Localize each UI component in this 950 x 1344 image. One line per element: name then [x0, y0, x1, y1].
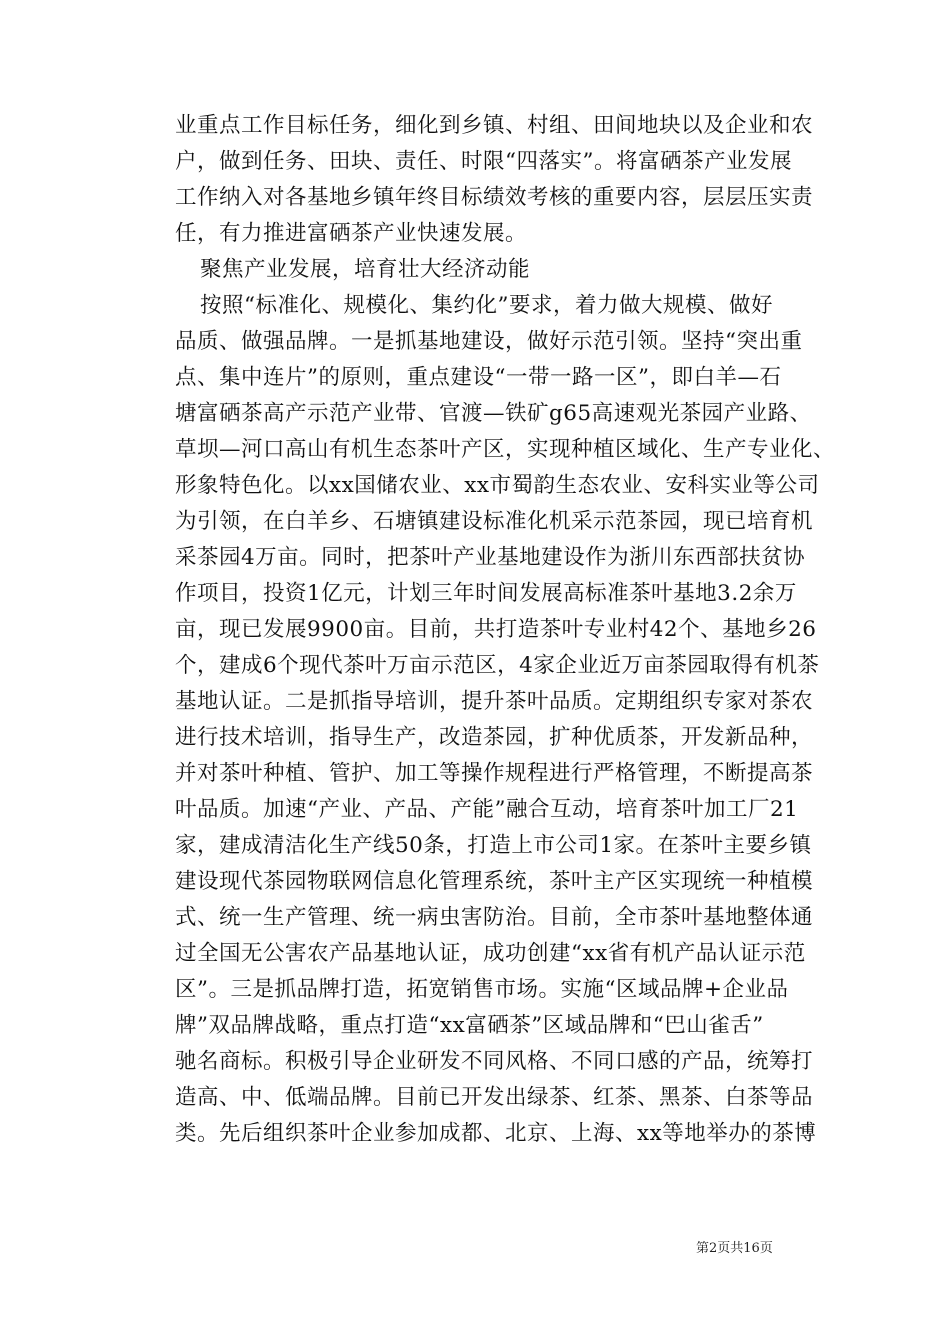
body-text-line: 草坝—河口高山有机生态茶叶产区，实现种植区域化、生产专业化、 [175, 437, 836, 462]
body-text-line: 亩，现已发展9900亩。目前，共打造茶叶专业村42个、基地乡26 [175, 617, 817, 642]
body-text-line: 业重点工作目标任务，细化到乡镇、村组、田间地块以及企业和农 [175, 113, 814, 138]
body-text-line: 工作纳入对各基地乡镇年终目标绩效考核的重要内容，层层压实责 [175, 185, 814, 210]
body-text-line: 式、统一生产管理、统一病虫害防治。目前，全市茶叶基地整体通 [175, 905, 814, 930]
body-text-line: 牌”双品牌战略，重点打造“xx富硒茶”区域品牌和“巴山雀舌” [175, 1013, 764, 1038]
body-text-line: 基地认证。二是抓指导培训，提升茶叶品质。定期组织专家对茶农 [175, 689, 814, 714]
body-text-line: 塘富硒茶高产示范产业带、官渡—铁矿g65高速观光茶园产业路、 [175, 401, 812, 426]
body-text-line: 驰名商标。积极引导企业研发不同风格、不同口感的产品，统筹打 [175, 1049, 814, 1074]
body-text-line: 叶品质。加速“产业、产品、产能”融合互动，培育茶叶加工厂21 [175, 797, 799, 822]
body-text-line: 户，做到任务、田块、责任、时限“四落实”。将富硒茶产业发展 [175, 149, 792, 174]
body-text-line: 造高、中、低端品牌。目前已开发出绿茶、红茶、黑茶、白茶等品 [175, 1085, 814, 1110]
body-text-line: 过全国无公害农产品基地认证，成功创建“xx省有机产品认证示范 [175, 941, 806, 966]
body-text-line: 按照“标准化、规模化、集约化”要求，着力做大规模、做好 [200, 293, 773, 318]
body-text-line: 进行技术培训，指导生产，改造茶园，扩种优质茶，开发新品种， [175, 725, 814, 750]
body-text-line: 建设现代茶园物联网信息化管理系统，茶叶主产区实现统一种植模 [175, 869, 814, 894]
body-text-line: 区”。三是抓品牌打造，拓宽销售市场。实施“区域品牌+企业品 [175, 977, 789, 1002]
body-text-line: 形象特色化。以xx国储农业、xx市蜀韵生态农业、安科实业等公司 [175, 473, 820, 498]
body-text-line: 个，建成6个现代茶叶万亩示范区，4家企业近万亩茶园取得有机茶 [175, 653, 820, 678]
section-heading: 聚焦产业发展，培育壮大经济动能 [200, 257, 531, 282]
page-number-footer: 第2页共16页 [696, 1241, 773, 1256]
body-text-line: 类。先后组织茶叶企业参加成都、北京、上海、xx等地举办的茶博 [175, 1121, 817, 1146]
body-text-line: 采茶园4万亩。同时，把茶叶产业基地建设作为浙川东西部扶贫协 [175, 545, 806, 570]
body-text-line: 点、集中连片”的原则，重点建设“一带一路一区”，即白羊—石 [175, 365, 782, 390]
body-text-line: 作项目，投资1亿元，计划三年时间发展高标准茶叶基地3.2余万 [175, 581, 797, 606]
body-text-line: 并对茶叶种植、管护、加工等操作规程进行严格管理，不断提高茶 [175, 761, 814, 786]
body-text-line: 品质、做强品牌。一是抓基地建设，做好示范引领。坚持“突出重 [175, 329, 803, 354]
body-text-line: 任，有力推进富硒茶产业快速发展。 [175, 221, 528, 246]
body-text-line: 家，建成清洁化生产线50条，打造上市公司1家。在茶叶主要乡镇 [175, 833, 812, 858]
body-text-line: 为引领，在白羊乡、石塘镇建设标准化机采示范茶园，现已培育机 [175, 509, 814, 534]
